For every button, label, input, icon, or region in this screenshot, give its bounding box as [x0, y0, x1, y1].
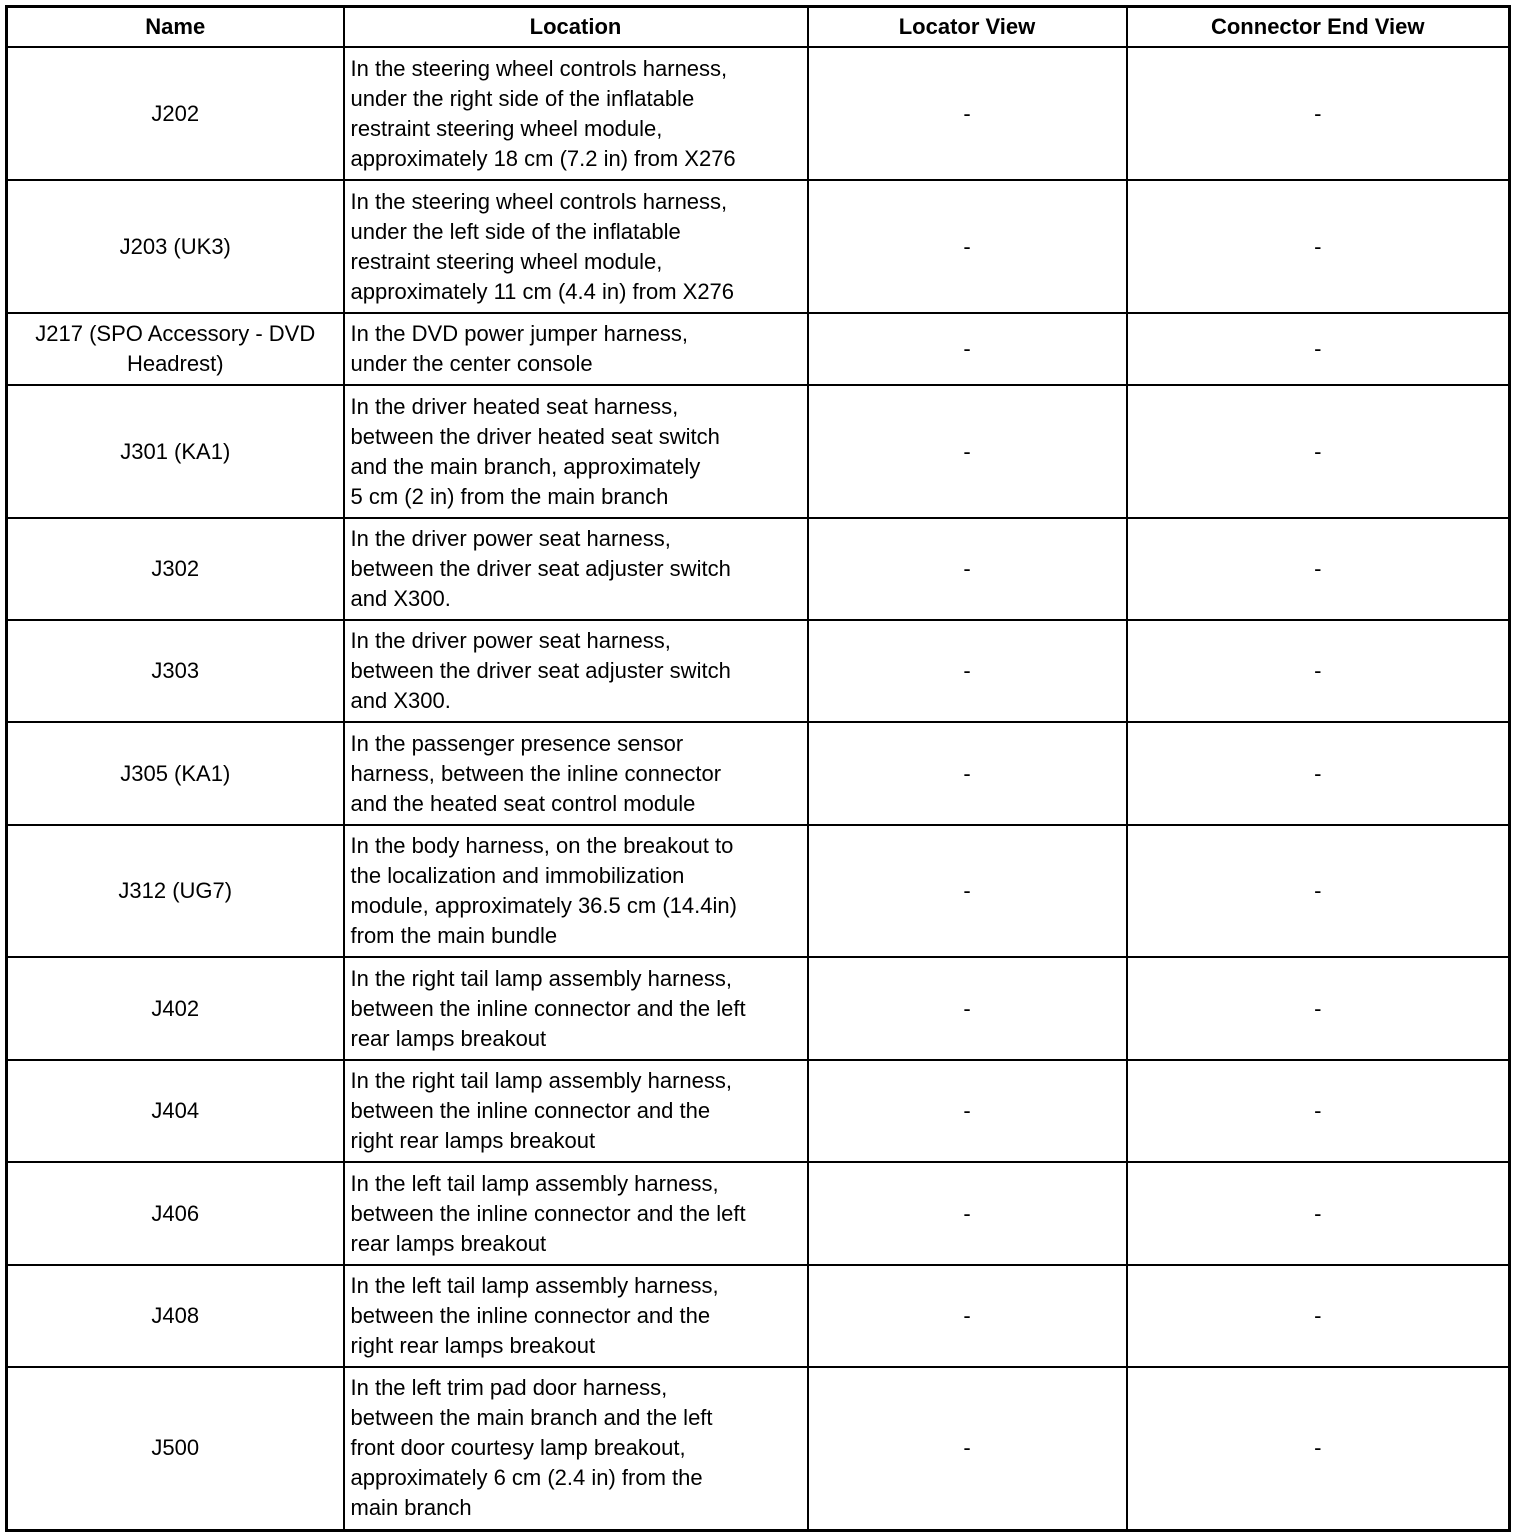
- connector-end-view-cell: -: [1127, 957, 1510, 1060]
- table-row: [7, 1265, 1510, 1367]
- header-row: [7, 7, 1510, 48]
- name-cell: J302: [7, 518, 344, 620]
- name-cell: J408: [7, 1265, 344, 1367]
- name-cell: J301 (KA1): [7, 385, 344, 518]
- locator-view-cell: -: [808, 1162, 1127, 1265]
- connector-end-view-cell: -: [1127, 518, 1510, 620]
- locator-view-cell: -: [808, 313, 1127, 385]
- location-cell: In the DVD power jumper harness, under the center console: [344, 313, 808, 385]
- locator-view-cell: -: [808, 518, 1127, 620]
- table-row: [7, 1162, 1510, 1265]
- name-cell: J217 (SPO Accessory - DVD Headrest): [7, 313, 344, 385]
- locator-view-cell: -: [808, 957, 1127, 1060]
- location-cell: In the right tail lamp assembly harness, between the inline connector and the left rear lamps breakout: [344, 957, 808, 1060]
- location-cell: In the passenger presence sensor harness, between the inline connector and the heated seat control module: [344, 722, 808, 825]
- location-cell: In the driver power seat harness, between the driver seat adjuster switch and X300.: [344, 518, 808, 620]
- connector-end-view-cell: -: [1127, 1367, 1510, 1530]
- locator-view-cell: -: [808, 1265, 1127, 1367]
- connector-end-view-cell: -: [1127, 385, 1510, 518]
- connector-end-view-cell: -: [1127, 722, 1510, 825]
- header-locator-view: Locator View: [808, 7, 1127, 48]
- header-name: Name: [7, 7, 344, 48]
- table-row: [7, 1367, 1510, 1530]
- locator-view-cell: -: [808, 825, 1127, 957]
- table-row: [7, 180, 1510, 313]
- locator-view-cell: -: [808, 1367, 1127, 1530]
- name-cell: J406: [7, 1162, 344, 1265]
- locator-view-cell: -: [808, 620, 1127, 722]
- header-connector-end-view: Connector End View: [1127, 7, 1510, 48]
- connector-end-view-cell: -: [1127, 180, 1510, 313]
- location-cell: In the driver heated seat harness, between the driver heated seat switch and the main branch, approximately 5 cm (2 in) from the main branch: [344, 385, 808, 518]
- connector-end-view-cell: -: [1127, 47, 1510, 180]
- locator-view-cell: -: [808, 385, 1127, 518]
- table-row: [7, 313, 1510, 385]
- table-row: [7, 825, 1510, 957]
- locator-view-cell: -: [808, 47, 1127, 180]
- connector-end-view-cell: -: [1127, 825, 1510, 957]
- connector-end-view-cell: -: [1127, 1162, 1510, 1265]
- locator-view-cell: -: [808, 180, 1127, 313]
- name-cell: J203 (UK3): [7, 180, 344, 313]
- locator-view-cell: -: [808, 1060, 1127, 1162]
- location-cell: In the driver power seat harness, between the driver seat adjuster switch and X300.: [344, 620, 808, 722]
- location-cell: In the right tail lamp assembly harness, between the inline connector and the right rear lamps breakout: [344, 1060, 808, 1162]
- locator-view-cell: -: [808, 722, 1127, 825]
- name-cell: J500: [7, 1367, 344, 1530]
- location-cell: In the left tail lamp assembly harness, between the inline connector and the right rear lamps breakout: [344, 1265, 808, 1367]
- table-row: [7, 957, 1510, 1060]
- name-cell: J402: [7, 957, 344, 1060]
- name-cell: J305 (KA1): [7, 722, 344, 825]
- location-cell: In the steering wheel controls harness, under the right side of the inflatable restraint steering wheel module, approximately 18 cm (7.2 in) from X276: [344, 47, 808, 180]
- connector-end-view-cell: -: [1127, 620, 1510, 722]
- table-row: [7, 722, 1510, 825]
- name-cell: J202: [7, 47, 344, 180]
- table-row: [7, 1060, 1510, 1162]
- name-cell: J303: [7, 620, 344, 722]
- connector-end-view-cell: -: [1127, 1265, 1510, 1367]
- connector-end-view-cell: -: [1127, 1060, 1510, 1162]
- location-cell: In the left tail lamp assembly harness, between the inline connector and the left rear lamps breakout: [344, 1162, 808, 1265]
- location-cell: In the steering wheel controls harness, under the left side of the inflatable restraint steering wheel module, approximately 11 cm (4.4 in) from X276: [344, 180, 808, 313]
- header-location: Location: [344, 7, 808, 48]
- location-cell: In the body harness, on the breakout to the localization and immobilization module, approximately 36.5 cm (14.4in) from the main bundle: [344, 825, 808, 957]
- name-cell: J404: [7, 1060, 344, 1162]
- table-row: [7, 518, 1510, 620]
- table-row: [7, 385, 1510, 518]
- connector-end-view-cell: -: [1127, 313, 1510, 385]
- connector-location-table: [5, 5, 1511, 1532]
- location-cell: In the left trim pad door harness, between the main branch and the left front door courtesy lamp breakout, approximately 6 cm (2.4 in) from the main branch: [344, 1367, 808, 1530]
- table-row: [7, 620, 1510, 722]
- name-cell: J312 (UG7): [7, 825, 344, 957]
- table-row: [7, 47, 1510, 180]
